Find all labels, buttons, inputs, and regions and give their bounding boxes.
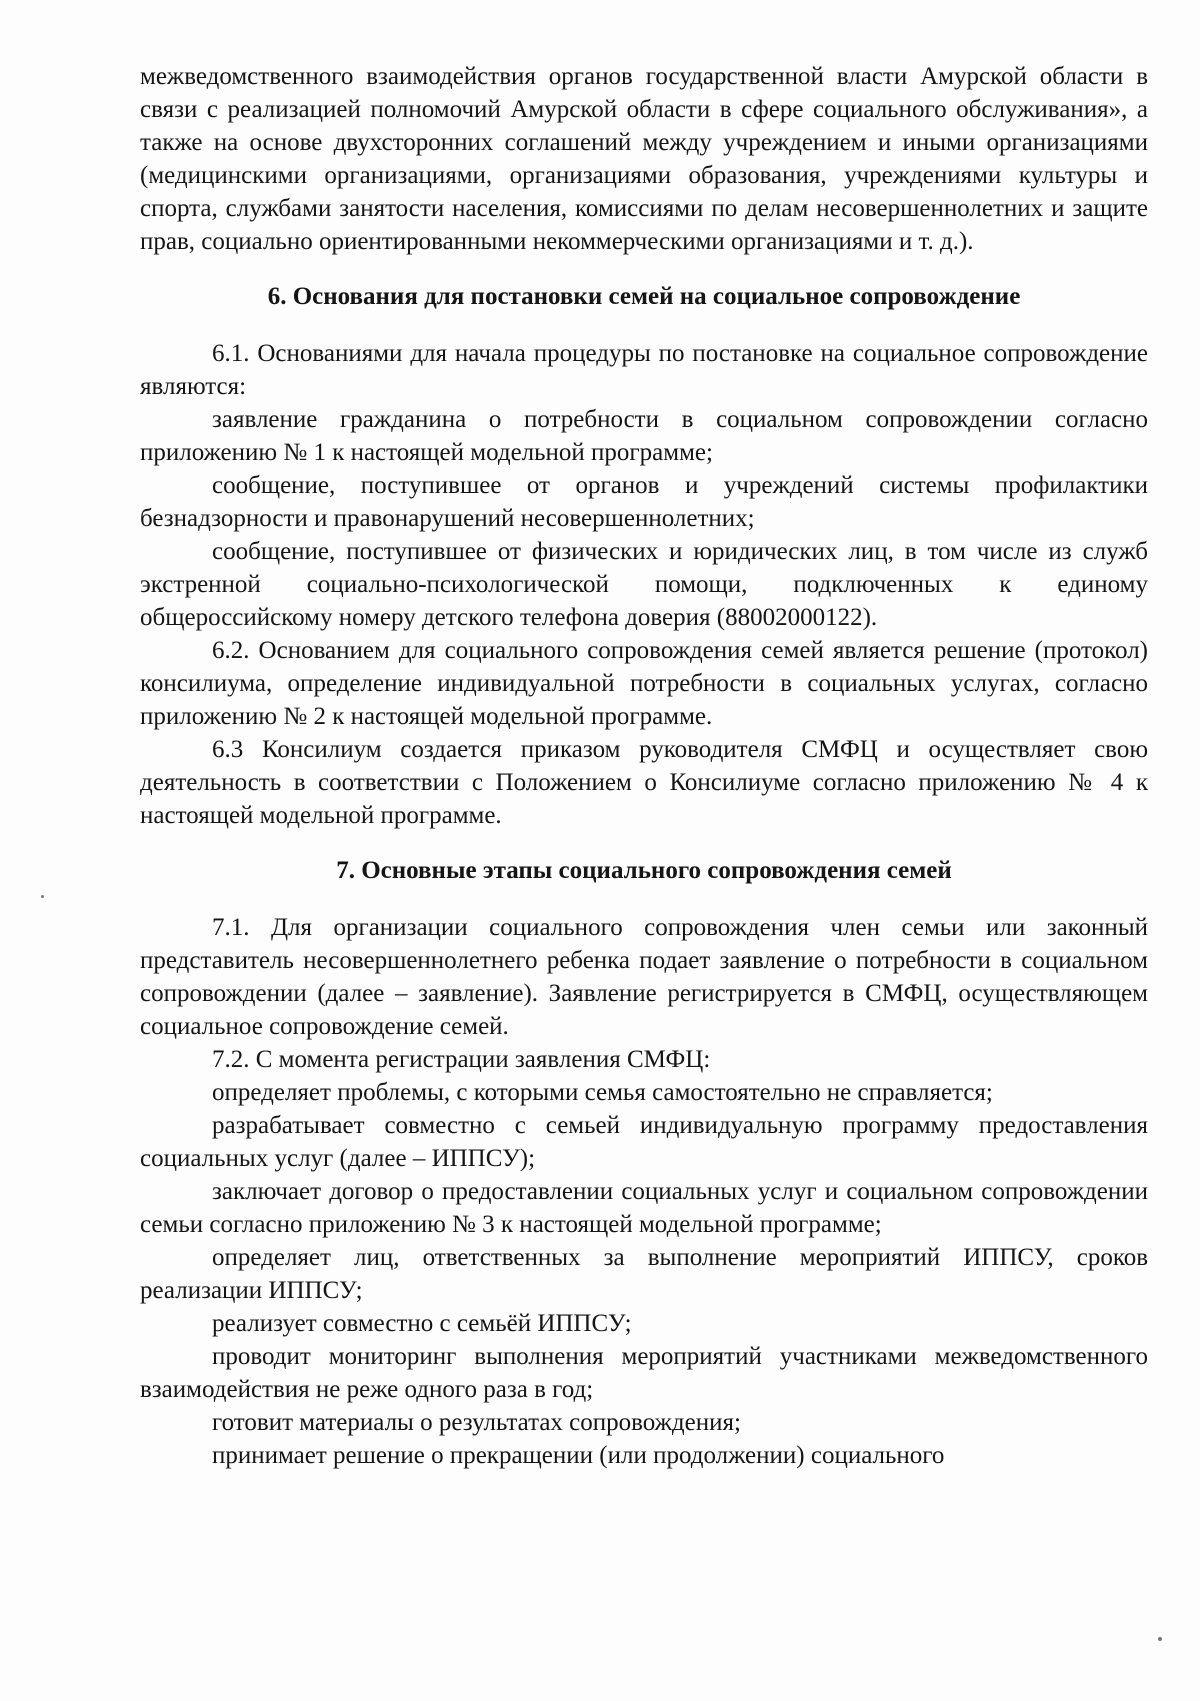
list-item: определяет проблемы, с которыми семья самостоятельно не справляется; — [212, 1079, 993, 1106]
paragraph-7-1: 7.1. Для организации социального сопровождения член семьи или законный представитель несовершеннолетнего ребенка подает заявление о потребности в социальном сопровождении (далее – заявление). Заявление регистрируется в СМФЦ, осуществляющем социальное сопровождение семей. — [140, 914, 1148, 1040]
list-item: сообщение, поступившее от органов и учреждений системы профилактики безнадзорности и правонарушений несовершеннолетних; — [140, 472, 1148, 532]
list-item: принимает решение о прекращении (или продолжении) социального — [212, 1442, 945, 1469]
paragraph-6-2: 6.2. Основанием для социального сопровождения семей является решение (протокол) консилиума, определение индивидуальной потребности в социальных услугах, согласно приложению № 2 к настоящей модельной программе. — [140, 637, 1148, 730]
list-item: готовит материалы о результатах сопровождения; — [212, 1409, 741, 1436]
scan-speck — [41, 895, 44, 898]
list-item: сообщение, поступившее от физических и юридических лиц, в том числе из служб экстренной социально-психологической помощи, подключенных к единому общероссийскому номеру детского телефона доверия (88002000122). — [140, 538, 1148, 631]
paragraph-6-3: 6.3 Консилиум создается приказом руководителя СМФЦ и осуществляет свою деятельность в соответствии с Положением о Консилиуме согласно приложению № 4 к настоящей модельной программе. — [140, 736, 1148, 829]
list-item: заявление гражданина о потребности в социальном сопровождении согласно приложению № 1 к настоящей модельной программе; — [140, 406, 1148, 466]
intro-paragraph: межведомственного взаимодействия органов государственной власти Амурской области в связи с реализацией полномочий Амурской области в сфере социального обслуживания», а также на основе двухсторонних соглашений между учреждением и иными организациями (медицинскими организациями, организациями образования, учреждениями культуры и спорта, службами занятости населения, комиссиями по делам несовершеннолетних и защите прав, социально ориентированными некоммерческими организациями и т. д.). — [140, 63, 1148, 255]
list-item: проводит мониторинг выполнения мероприятий участниками межведомственного взаимодействия не реже одного раза в год; — [140, 1343, 1148, 1403]
list-item: определяет лиц, ответственных за выполнение мероприятий ИППСУ, сроков реализации ИППСУ; — [140, 1244, 1148, 1304]
paragraph-6-1: 6.1. Основаниями для начала процедуры по постановке на социальное сопровождение являются: — [140, 340, 1148, 400]
section-6-heading: 6. Основания для постановки семей на социальное сопровождение — [267, 283, 1021, 310]
document-body — [140, 60, 1148, 1472]
section-7-heading: 7. Основные этапы социального сопровождения семей — [336, 857, 952, 884]
list-item: заключает договор о предоставлении социальных услуг и социальном сопровождении семьи согласно приложению № 3 к настоящей модельной программе; — [140, 1178, 1148, 1238]
list-item: разрабатывает совместно с семьей индивидуальную программу предоставления социальных услуг (далее – ИППСУ); — [140, 1112, 1148, 1172]
scan-speck — [1158, 1637, 1162, 1641]
paragraph-7-2: 7.2. С момента регистрации заявления СМФЦ: — [212, 1046, 711, 1073]
list-item: реализует совместно с семьёй ИППСУ; — [212, 1310, 632, 1337]
